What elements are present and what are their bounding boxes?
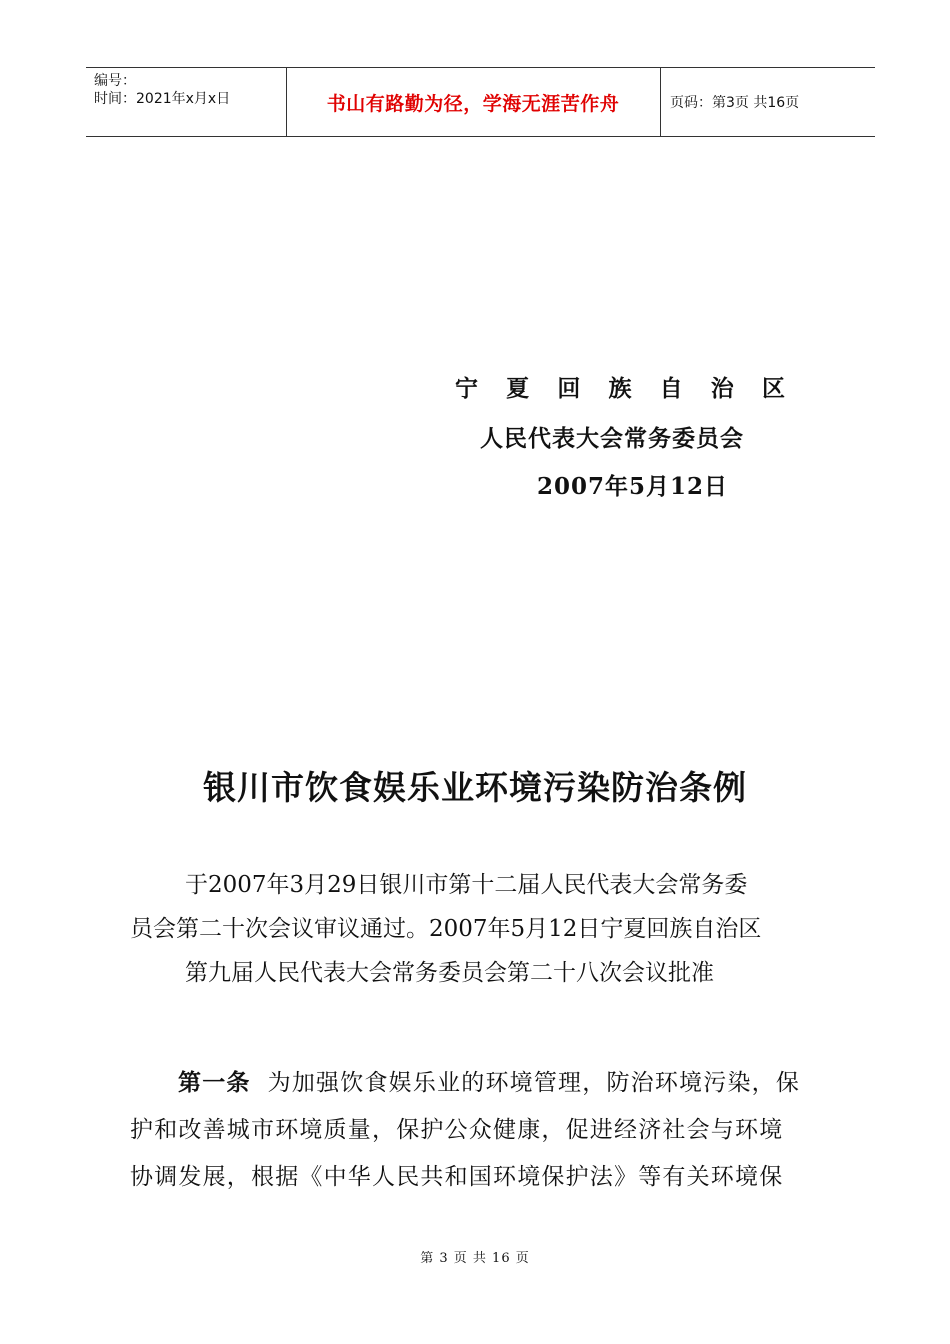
article-text: 为加强饮食娱乐业的环境管理，防治环境污染，保 xyxy=(267,1070,801,1096)
signature-committee: 人民代表大会常务委员会 xyxy=(480,425,744,452)
preamble-line: 第九届人民代表大会常务委员会第二十八次会议批准 xyxy=(185,960,714,986)
header-table xyxy=(86,67,875,137)
header-meta xyxy=(86,68,286,136)
signature-org-char: 区 xyxy=(761,375,785,402)
signature-org-char: 自 xyxy=(659,375,683,402)
signature-org-char: 族 xyxy=(608,375,632,402)
time-label: 时间：2021年x月x日 xyxy=(94,91,231,107)
motto: 书山有路勤为径，学海无涯苦作舟 xyxy=(326,92,620,115)
preamble-line: 于2007年3月29日银川市第十二届人民代表大会常务委 xyxy=(185,872,748,898)
article-1 xyxy=(130,1060,830,1201)
page-footer: 第 3 页 共 16 页 xyxy=(420,1251,530,1266)
page-info: 页码：第3页 共16页 xyxy=(670,95,800,111)
article-line xyxy=(130,1060,830,1107)
signature-org-char: 宁 xyxy=(455,375,478,402)
number-label: 编号： xyxy=(94,73,136,89)
signature-org-char: 夏 xyxy=(506,375,530,402)
signature-org-char: 回 xyxy=(557,375,581,402)
preamble xyxy=(130,863,830,995)
document-title: 银川市饮食娱乐业环境污染防治条例 xyxy=(203,768,747,807)
signature-date: 2007年5月12日 xyxy=(537,473,729,500)
preamble-line: 员会第二十次会议审议通过。2007年5月12日宁夏回族自治区 xyxy=(130,916,762,942)
article-label: 第一条 xyxy=(178,1070,251,1096)
article-line: 协调发展，根据《中华人民共和国环境保护法》等有关环境保 xyxy=(130,1164,784,1190)
signature-org-char: 治 xyxy=(710,375,734,402)
article-line: 护和改善城市环境质量，保护公众健康，促进经济社会与环境 xyxy=(130,1117,784,1143)
signature-org xyxy=(455,370,785,403)
